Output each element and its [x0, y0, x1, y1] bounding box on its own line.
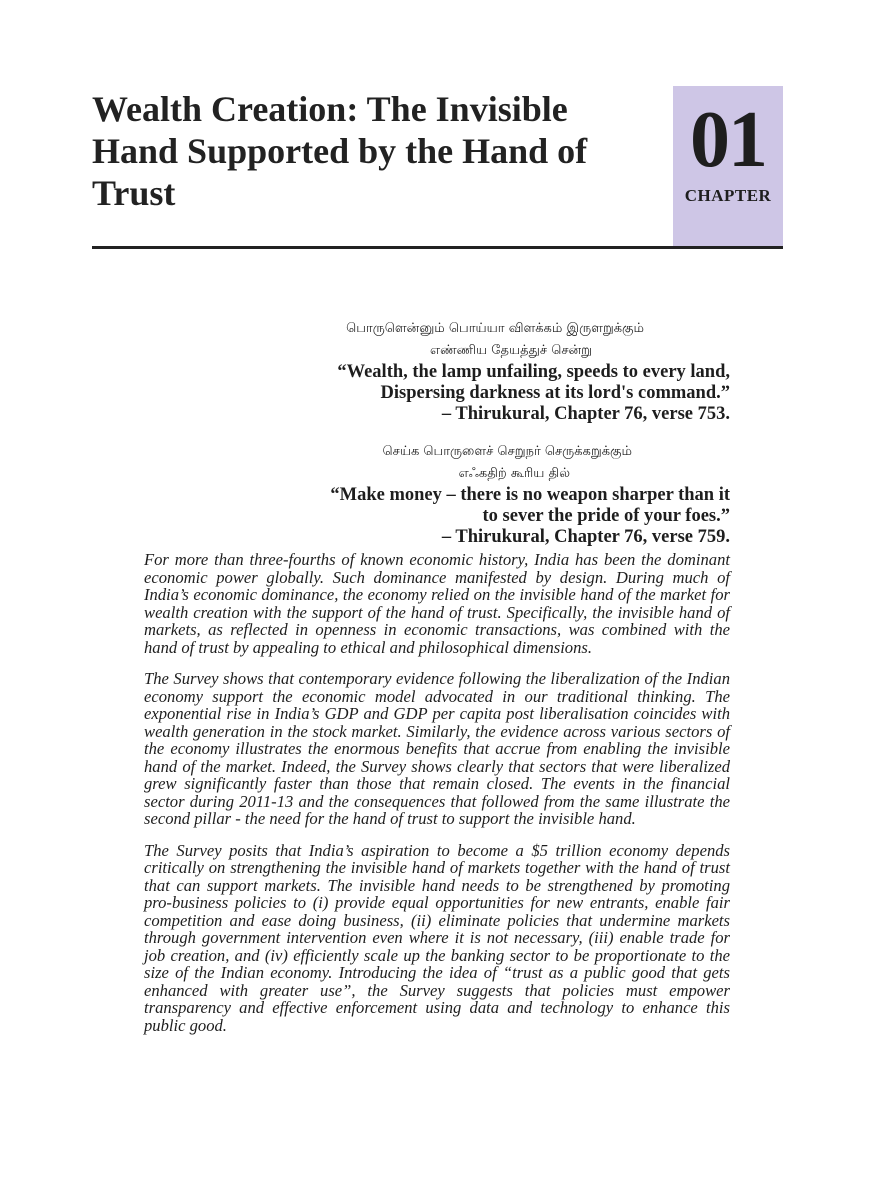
epigraph [170, 318, 730, 425]
quote-line: “Wealth, the lamp unfailing, speeds to every land, [337, 362, 730, 382]
abstract-paragraph: For more than three-fourths of known economic history, India has been the dominant economic power globally. Such dominance manifested by design. During much of India’s economic dominance, the economy relied on the invisible hand of the market for wealth creation with the support of the hand of trust. Specifically, the invisible hand of markets, as reflected in openness in economic transactions, was combined with the hand of trust by appealing to ethical and philosophical dimensions. [144, 550, 730, 657]
chapter-badge [673, 86, 783, 248]
quote-line: Dispersing darkness at its lord's command.” [380, 383, 730, 403]
chapter-label: CHAPTER [684, 186, 772, 205]
tamil-verse-line: எஃகதிற் கூரிய தில் [458, 466, 570, 481]
chapter-number: 01 [690, 96, 766, 184]
tamil-verse-line: எண்ணிய தேயத்துச் சென்று [429, 343, 592, 358]
quote-attribution: – Thirukural, Chapter 76, verse 759. [441, 527, 730, 547]
abstract-paragraph: The Survey shows that contemporary evidence following the liberalization of the Indian economy support the economic model advocated in our traditional thinking. The exponential rise in India’s GDP and GDP per capita post liberalisation coincides with wealth generation in the stock market. Similarly, the evidence across various sectors of the economy illustrates the enormous benefits that accrue from enabling the invisible hand of the market. Indeed, the Survey shows clearly that sectors that were liberalized grew significantly faster than those that remain closed. The events in the financial sector during 2011-13 and the consequences that followed from the same illustrate the second pillar - the need for the hand of trust to support the invisible hand. [144, 669, 730, 828]
quote-line: to sever the pride of your foes.” [482, 506, 730, 526]
chapter-title: Wealth Creation: The Invisible Hand Supported by the Hand of Trust [92, 89, 588, 213]
epigraph [170, 441, 730, 548]
tamil-verse-line: செய்க பொருளைச் செறுநர் செருக்கறுக்கும் [382, 444, 632, 459]
chapter-abstract [144, 551, 730, 1048]
abstract-paragraph: The Survey posits that India’s aspiration to become a $5 trillion economy depends critically on strengthening the invisible hand of markets together with the hand of trust that can support markets. The invisible hand needs to be strengthened by promoting pro-business policies to (i) provide equal opportunities for new entrants, enable fair competition and ease doing business, (ii) eliminate policies that undermine markets through government intervention even where it is not necessary, (iii) enable trade for job creation, and (iv) efficiently scale up the banking sector to be proportionate to the size of the Indian economy. Introducing the idea of “trust as a public good that gets enhanced with greater use”, the Survey suggests that policies must empower transparency and effective enforcement using data and technology to enhance this public good. [144, 840, 730, 1035]
quote-line: “Make money – there is no weapon sharper than it [330, 485, 730, 505]
tamil-verse-line: பொருளென்னும் பொய்யா விளக்கம் இருளறுக்கும் [346, 321, 644, 336]
title-divider [92, 246, 783, 249]
quote-attribution: – Thirukural, Chapter 76, verse 753. [441, 404, 730, 424]
